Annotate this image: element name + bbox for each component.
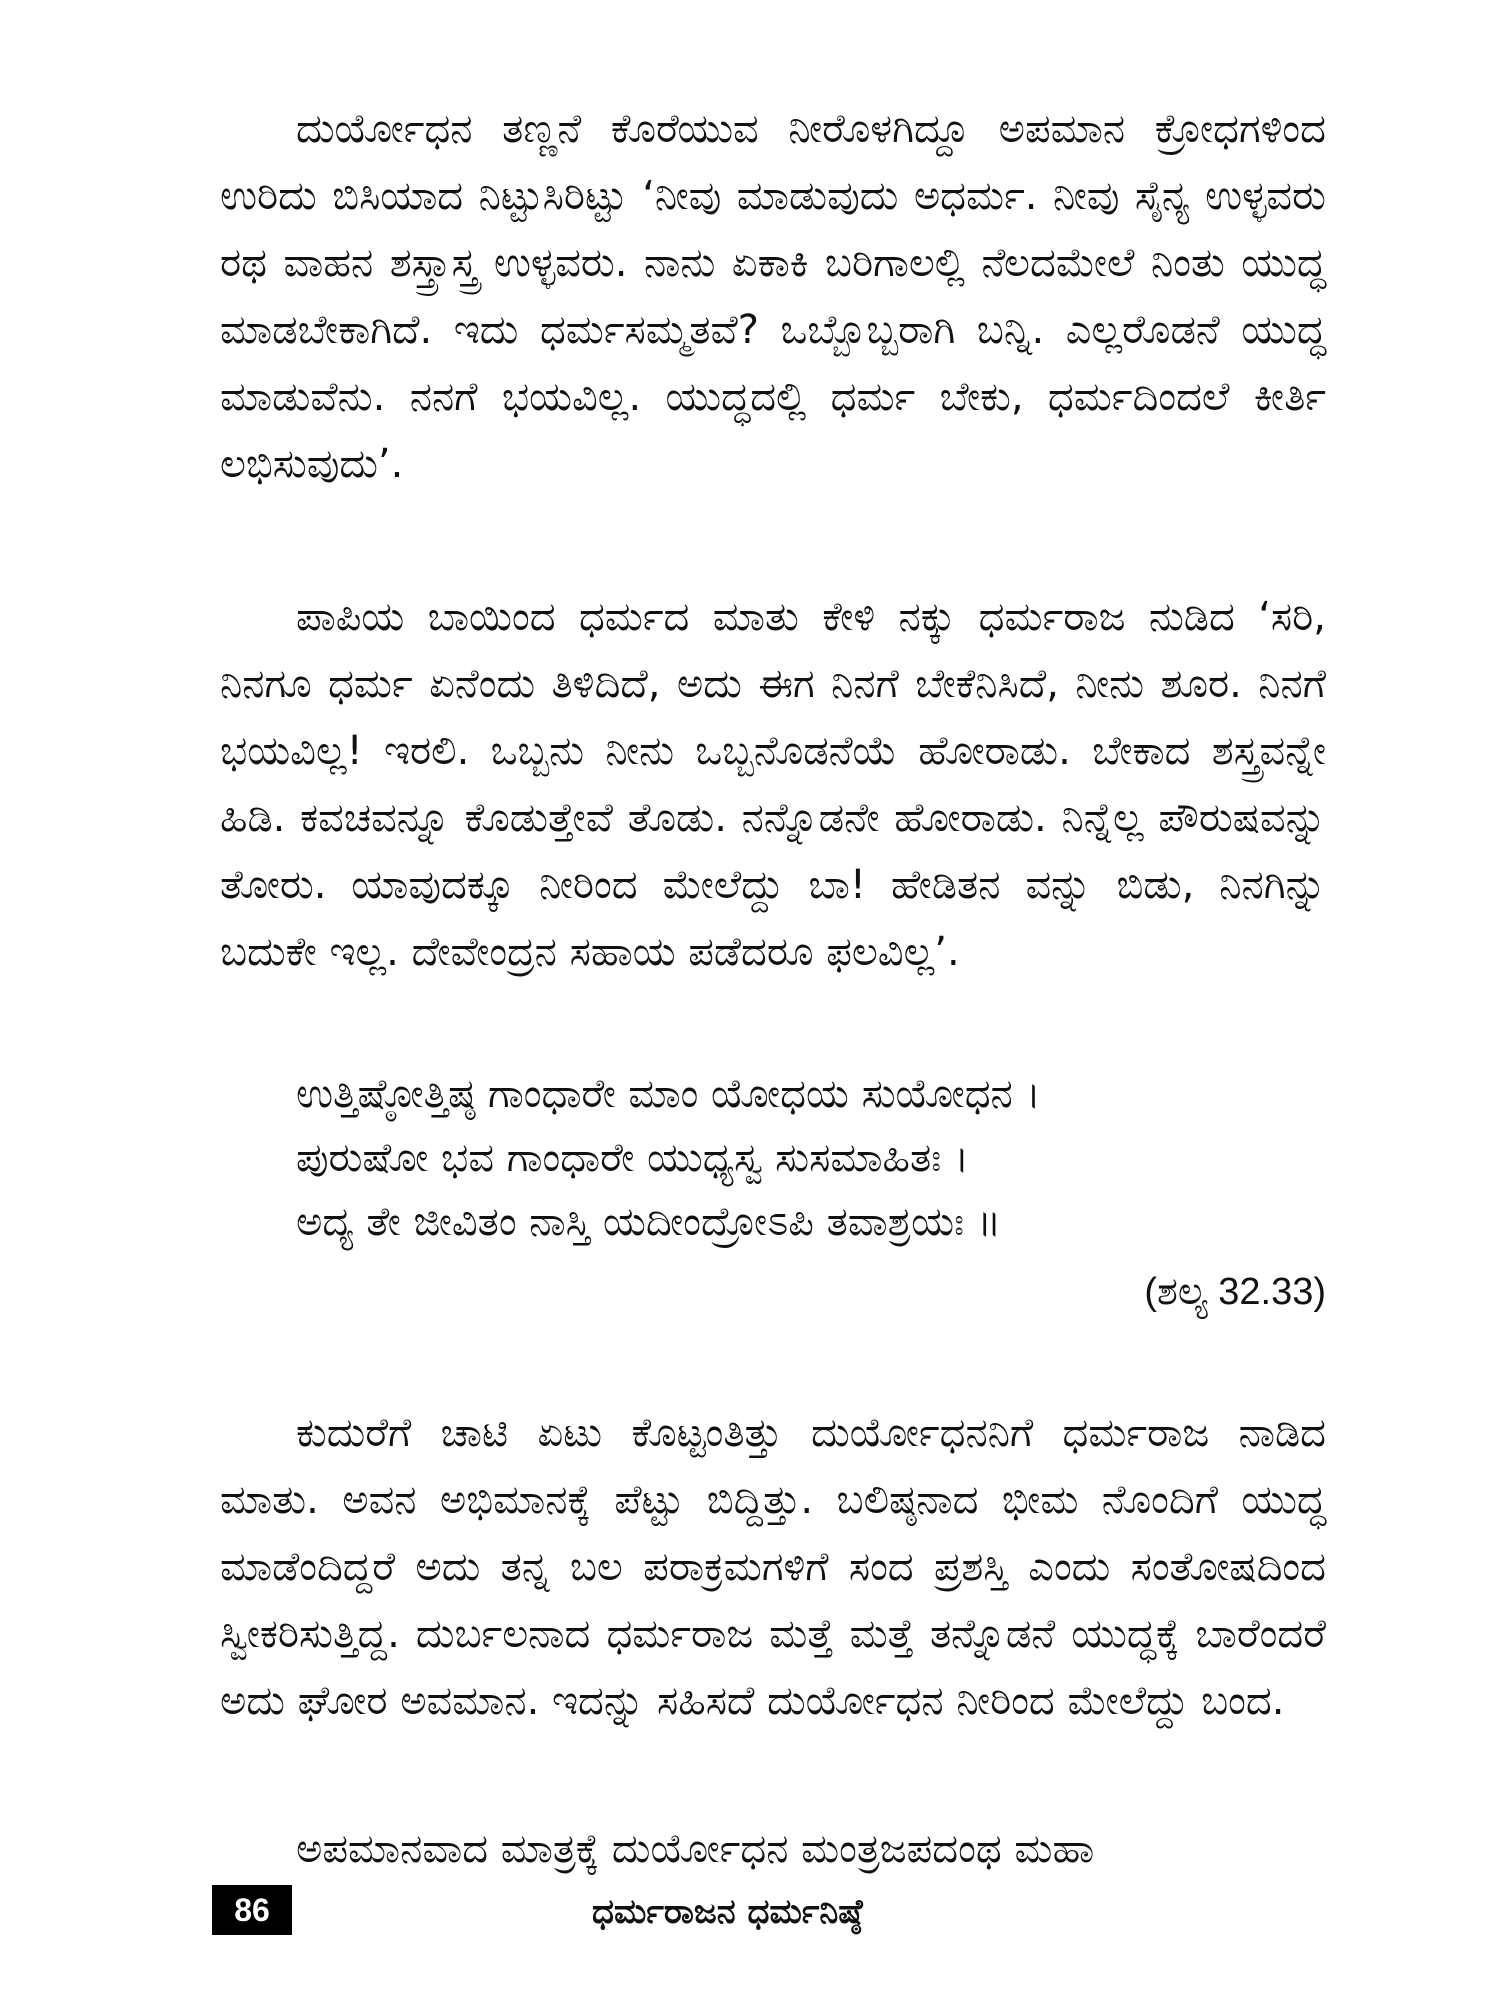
verse-line-3: ಅದ್ಯ ತೇ ಜೀವಿತಂ ನಾಸ್ತಿ ಯದೀಂದ್ರೋಽಪಿ ತವಾಶ್ರಯಃ ॥ [296, 1199, 1002, 1245]
verse-line-2: ಪುರುಷೋ ಭವ ಗಾಂಧಾರೇ ಯುಧ್ಯಸ್ವ ಸುಸಮಾಹಿತಃ । [296, 1135, 970, 1181]
paragraph-4: ಅಪಮಾನವಾದ ಮಾತ್ರಕ್ಕೆ ದುರ್ಯೋಧನ ಮಂತ್ರಜಪದಂಥ ಮಹಾ [296, 1826, 1095, 1872]
verse-reference: (ಶಲ್ಯ 32.33) [1144, 1271, 1326, 1313]
page-number: 86 [212, 1885, 292, 1935]
book-title: ಧರ್ಮರಾಜನ ಧರ್ಮನಿಷ್ಠೆ [592, 1892, 863, 1932]
page-footer [212, 1885, 1332, 1941]
paragraph-1-block [220, 96, 1326, 498]
sanskrit-verse [296, 1062, 1326, 1254]
paragraph-2: ಪಾಪಿಯ ಬಾಯಿಂದ ಧರ್ಮದ ಮಾತು ಕೇಳಿ ನಕ್ಕು ಧರ್ಮರಾಜ ನುಡಿದ ‘ಸರಿ, ನಿನಗೂ ಧರ್ಮ ಏನೆಂದು ತಿಳಿದಿದೆ, ಅದು ಈಗ ನಿನಗೆ ಬೇಕೆನಿಸಿದೆ, ನೀನು ಶೂರ. ನಿನಗೆ ಭಯವಿಲ್ಲ! ಇರಲಿ. ಒಬ್ಬನು ನೀನು ಒಬ್ಬನೊಡನೆಯೆ ಹೋರಾಡು. ಬೇಕಾದ ಶಸ್ತ್ರವನ್ನೇ ಹಿಡಿ. ಕವಚವನ್ನೂ ಕೊಡುತ್ತೇವೆ ತೊಡು. ನನ್ನೊಡನೇ ಹೋರಾಡು. ನಿನ್ನೆಲ್ಲ ಪೌರುಷವನ್ನು ತೋರು. ಯಾವುದಕ್ಕೂ ನೀರಿಂದ ಮೇಲೆದ್ದು ಬಾ! ಹೇಡಿತನ ವನ್ನು ಬಿಡು, ನಿನಗಿನ್ನು ಬದುಕೇ ಇಲ್ಲ. ದೇವೇಂದ್ರನ ಸಹಾಯ ಪಡೆದರೂ ಫಲವಿಲ್ಲ’. [220, 594, 1326, 975]
verse-line-1: ಉತ್ತಿಷ್ಠೋತ್ತಿಷ್ಠ ಗಾಂಧಾರೇ ಮಾಂ ಯೋಧಯ ಸುಯೋಧನ । [296, 1071, 1041, 1117]
paragraph-3-block [220, 1400, 1326, 1735]
paragraph-1: ದುರ್ಯೋಧನ ತಣ್ಣನೆ ಕೊರೆಯುವ ನೀರೊಳಗಿದ್ದೂ ಅಪಮಾನ ಕ್ರೋಧಗಳಿಂದ ಉರಿದು ಬಿಸಿಯಾದ ನಿಟ್ಟುಸಿರಿಟ್ಟು ‘ನೀವು ಮಾಡುವುದು ಅಧರ್ಮ. ನೀವು ಸೈನ್ಯ ಉಳ್ಳವರು ರಥ ವಾಹನ ಶಸ್ತ್ರಾಸ್ತ್ರ ಉಳ್ಳವರು. ನಾನು ಏಕಾಕಿ ಬರಿಗಾಲಲ್ಲಿ ನೆಲದಮೇಲೆ ನಿಂತು ಯುದ್ಧ ಮಾಡಬೇಕಾಗಿದೆ. ಇದು ಧರ್ಮಸಮ್ಮತವೆ? ಒಬ್ಬೊಬ್ಬರಾಗಿ ಬನ್ನಿ. ಎಲ್ಲರೊಡನೆ ಯುದ್ಧ ಮಾಡುವೆನು. ನನಗೆ ಭಯವಿಲ್ಲ. ಯುದ್ಧದಲ್ಲಿ ಧರ್ಮ ಬೇಕು, ಧರ್ಮದಿಂದಲೆ ಕೀರ್ತಿ ಲಭಿಸುವುದು’. [220, 106, 1326, 487]
paragraph-3: ಕುದುರೆಗೆ ಚಾಟಿ ಏಟು ಕೊಟ್ಟಂತಿತ್ತು ದುರ್ಯೋಧನನಿಗೆ ಧರ್ಮರಾಜ ನಾಡಿದ ಮಾತು. ಅವನ ಅಭಿಮಾನಕ್ಕೆ ಪೆಟ್ಟು ಬಿದ್ದಿತ್ತು. ಬಲಿಷ್ಠನಾದ ಭೀಮ ನೊಂದಿಗೆ ಯುದ್ಧ ಮಾಡೆಂದಿದ್ದರೆ ಅದು ತನ್ನ ಬಲ ಪರಾಕ್ರಮಗಳಿಗೆ ಸಂದ ಪ್ರಶಸ್ತಿ ಎಂದು ಸಂತೋಷದಿಂದ ಸ್ವೀಕರಿಸುತ್ತಿದ್ದ. ದುರ್ಬಲನಾದ ಧರ್ಮರಾಜ ಮತ್ತೆ ಮತ್ತೆ ತನ್ನೊಡನೆ ಯುದ್ಧಕ್ಕೆ ಬಾರೆಂದರೆ ಅದು ಘೋರ ಅವಮಾನ. ಇದನ್ನು ಸಹಿಸದೆ ದುರ್ಯೋಧನ ನೀರಿಂದ ಮೇಲೆದ್ದು ಬಂದ. [220, 1410, 1326, 1724]
paragraph-2-block [220, 584, 1326, 986]
paragraph-4-block [220, 1816, 1326, 1883]
